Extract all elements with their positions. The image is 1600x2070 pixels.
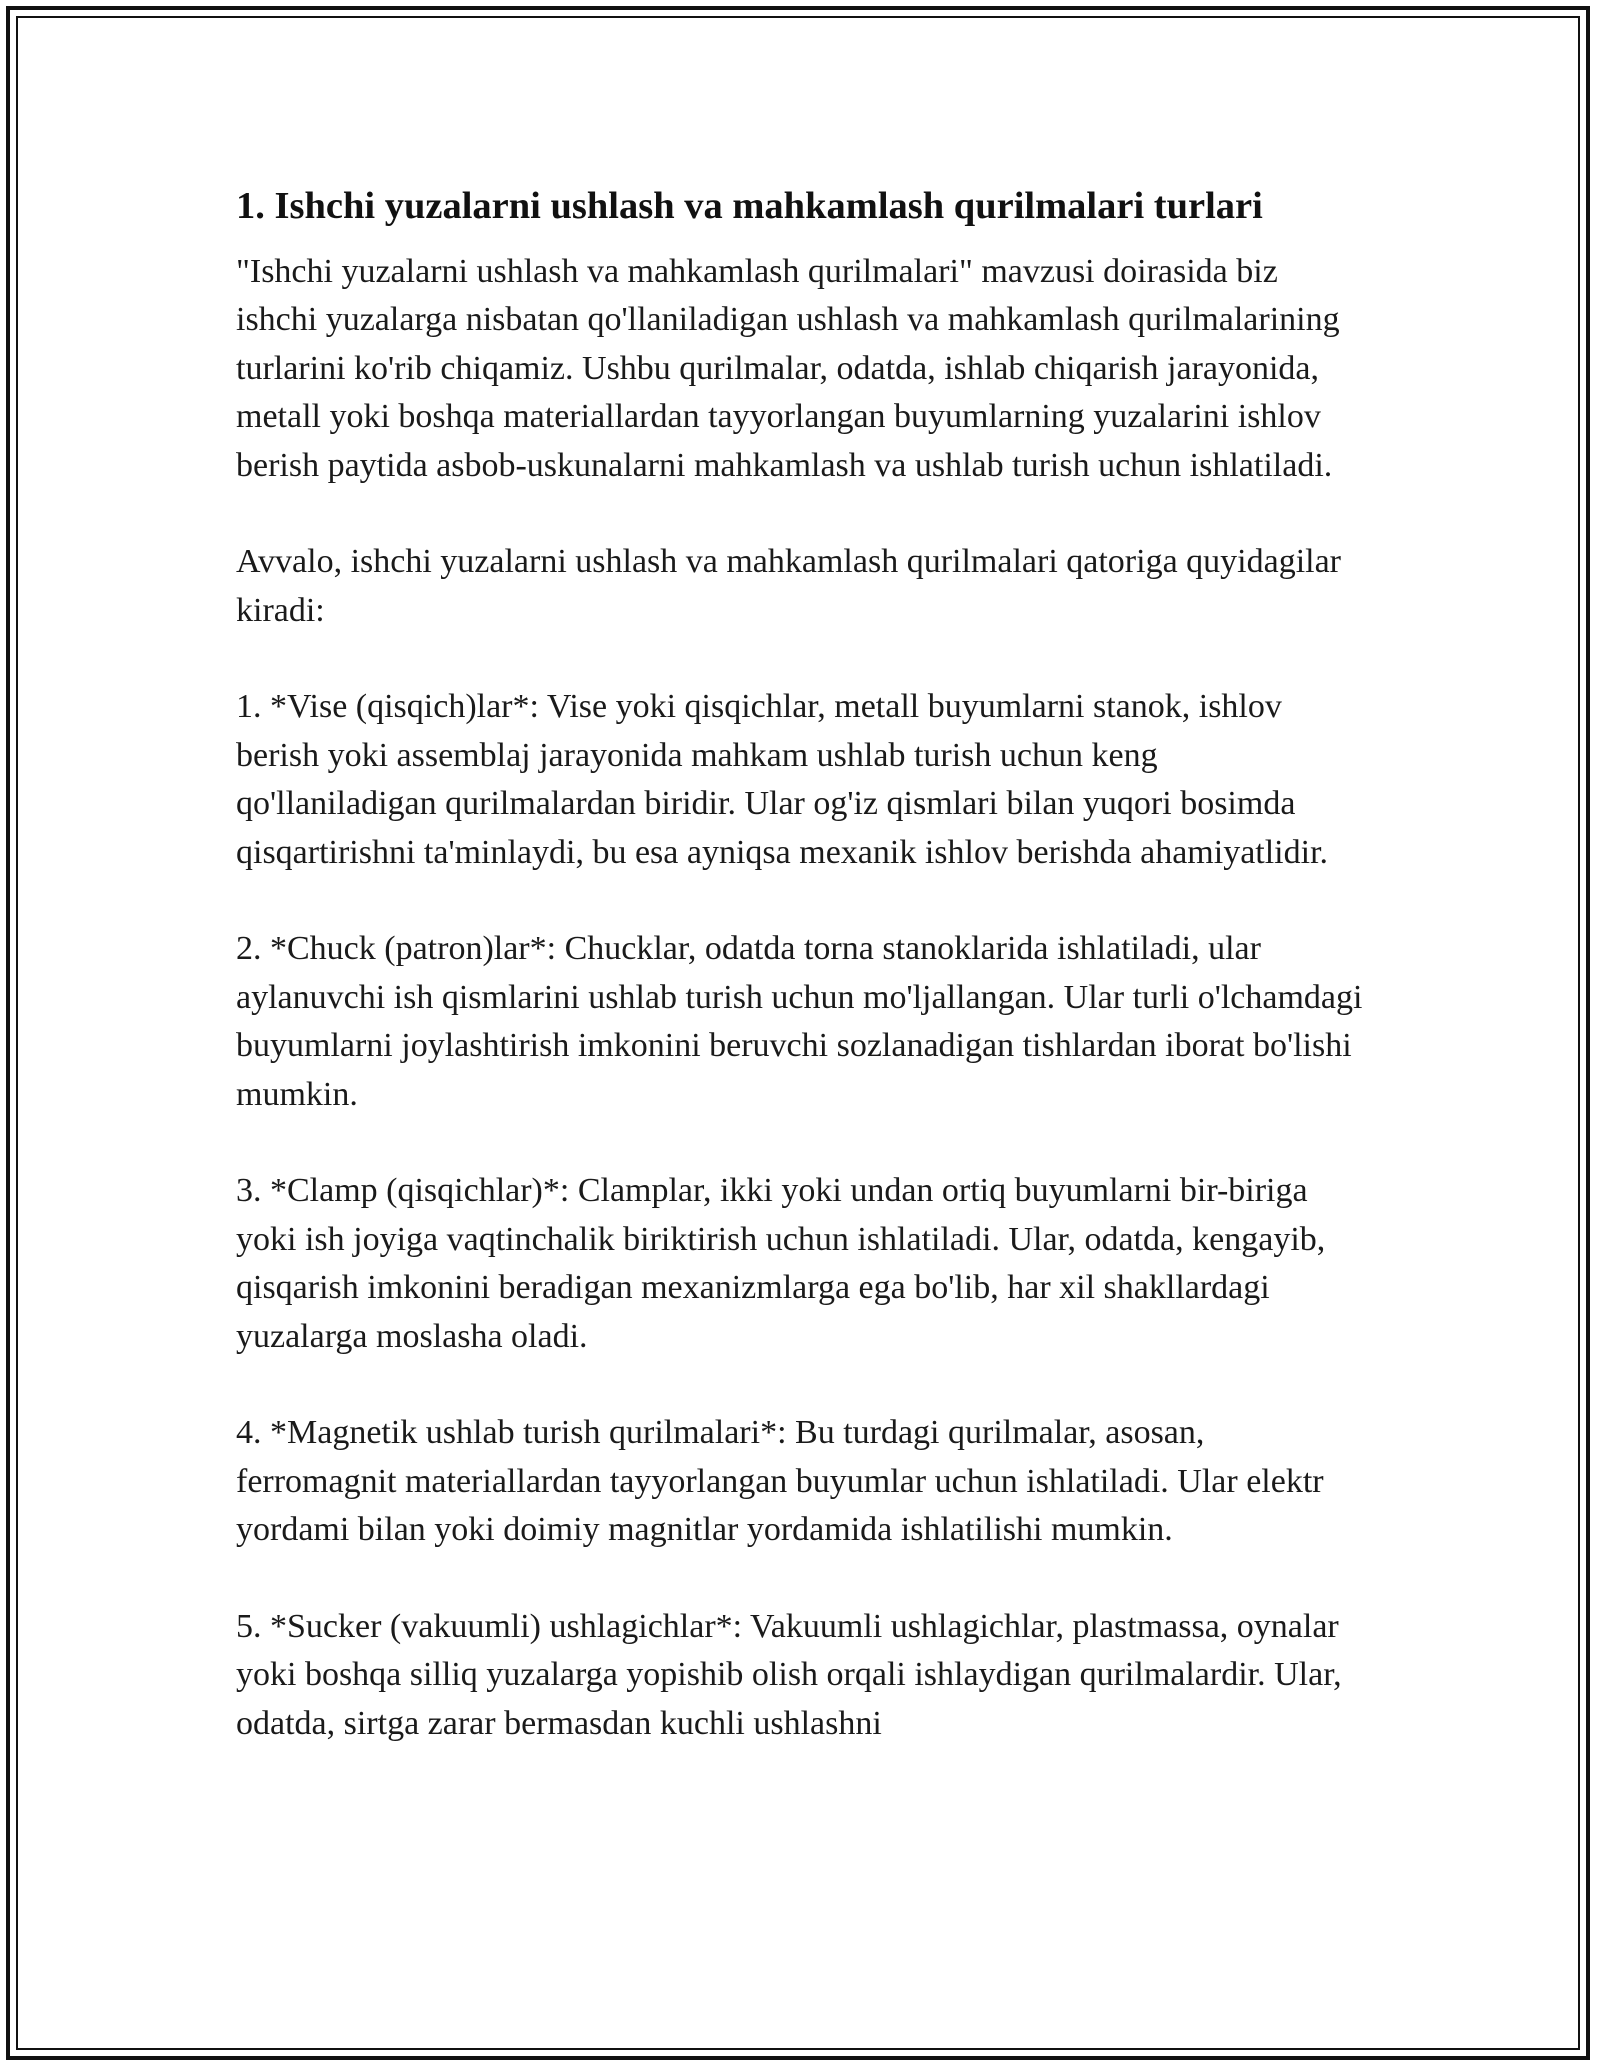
document-body [236,180,1366,1796]
list-item-magnetic: 4. *Magnetik ushlab turish qurilmalari*: Bu turdagi qurilmalar, asosan, ferromagnit materiallardan tayyorlangan buyumlar uchun ishlatiladi. Ular elektr yordami bilan yoki doimiy magnitlar yordamida ishlatilishi mumkin. [236,1414,1324,1549]
intro-paragraph: "Ishchi yuzalarni ushlash va mahkamlash qurilmalari" mavzusi doirasida biz ishchi yuzalarga nisbatan qo'llaniladigan ushlash va mahkamlash qurilmalarining turlarini ko'rib chiqamiz. Ushbu qurilmalar, odatda, ishlab chiqarish jarayonida, metall yoki boshqa materiallardan tayyorlangan buyumlarning yuzalarini ishlov berish paytida asbob-uskunalarni mahkamlash va ushlab turish uchun ishlatiladi. [236,252,1340,484]
list-intro-paragraph: Avvalo, ishchi yuzalarni ushlash va mahkamlash qurilmalari qatoriga quyidagilar kiradi: [236,543,1341,629]
list-item-chuck: 2. *Chuck (patron)lar*: Chucklar, odatda torna stanoklarida ishlatiladi, ular aylanuvchi ish qismlarini ushlab turish uchun mo'ljallangan. Ular turli o'lchamdagi buyumlarni joylashtirish imkonini beruvchi sozlanadigan tishlardan iborat bo'lishi mumkin. [236,930,1363,1113]
list-item-clamp: 3. *Clamp (qisqichlar)*: Clamplar, ikki yoki undan ortiq buyumlarni bir-biriga yoki ish joyiga vaqtinchalik biriktirish uchun ishlatiladi. Ular, odatda, kengayib, qisqarish imkonini beradigan mexanizmlarga ega bo'lib, har xil shakllardagi yuzalarga moslasha oladi. [236,1172,1326,1355]
document-title: 1. Ishchi yuzalarni ushlash va mahkamlash qurilmalari turlari [236,185,1263,227]
list-item-vise: 1. *Vise (qisqich)lar*: Vise yoki qisqichlar, metall buyumlarni stanok, ishlov berish yoki assemblaj jarayonida mahkam ushlab turish uchun keng qo'llaniladigan qurilmalardan biridir. Ular og'iz qismlari bilan yuqori bosimda qisqartirishni ta'minlaydi, bu esa ayniqsa mexanik ishlov berishda ahamiyatlidir. [236,688,1329,871]
list-item-sucker: 5. *Sucker (vakuumli) ushlagichlar*: Vakuumli ushlagichlar, plastmassa, oynalar yoki boshqa silliq yuzalarga yopishib olish orqali ishlaydigan qurilmalardir. Ular, odatda, sirtga zarar bermasdan kuchli ushlashni [236,1607,1342,1742]
